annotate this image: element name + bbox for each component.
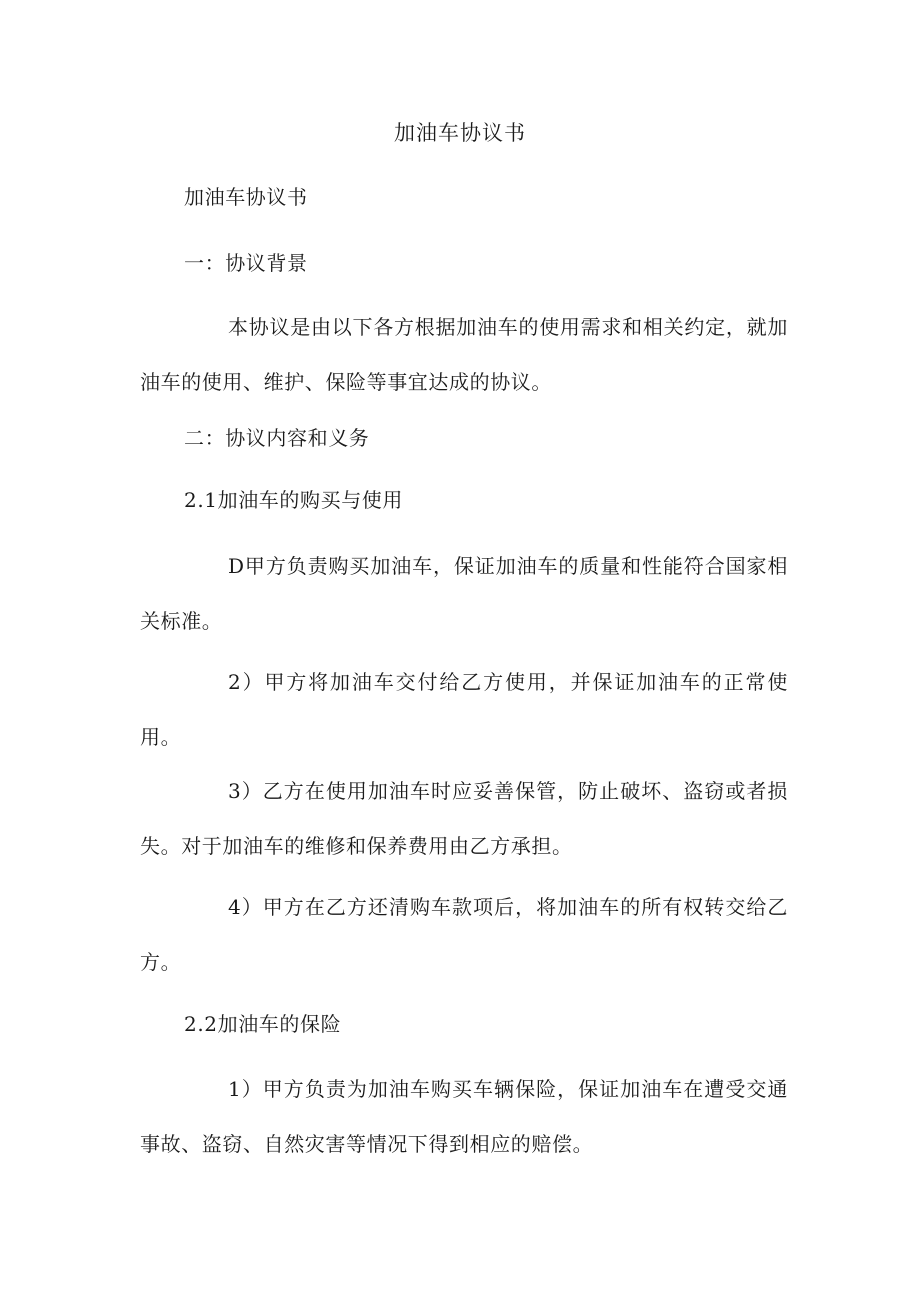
insurance-clause-1: 1）甲方负责为加油车购买车辆保险，保证加油车在遭受交通事故、盗窃、自然灾害等情况下得到相应的赔偿。: [140, 1077, 788, 1156]
subsection-heading-purchase: 2.1加油车的购买与使用: [184, 488, 404, 512]
subsection-heading-insurance: 2.2加油车的保险: [184, 1012, 342, 1036]
clause-4: 4）甲方在乙方还清购车款项后，将加油车的所有权转交给乙方。: [140, 895, 788, 974]
clause-3: 3）乙方在使用加油车时应妥善保管，防止破坏、盗窃或者损失。对于加油车的维修和保养费用由乙方承担。: [140, 779, 788, 858]
clause-1: D甲方负责购买加油车，保证加油车的质量和性能符合国家相关标准。: [140, 554, 788, 633]
paragraph-subtitle: 加油车协议书: [184, 185, 308, 209]
clause-2: 2）甲方将加油车交付给乙方使用，并保证加油车的正常使用。: [140, 670, 788, 749]
section-heading-content: 二：协议内容和义务: [184, 426, 370, 450]
document-title: 加油车协议书: [394, 121, 526, 145]
paragraph-background: 本协议是由以下各方根据加油车的使用需求和相关约定，就加油车的使用、维护、保险等事宜达成的协议。: [140, 315, 788, 394]
section-heading-background: 一：协议背景: [184, 251, 308, 275]
